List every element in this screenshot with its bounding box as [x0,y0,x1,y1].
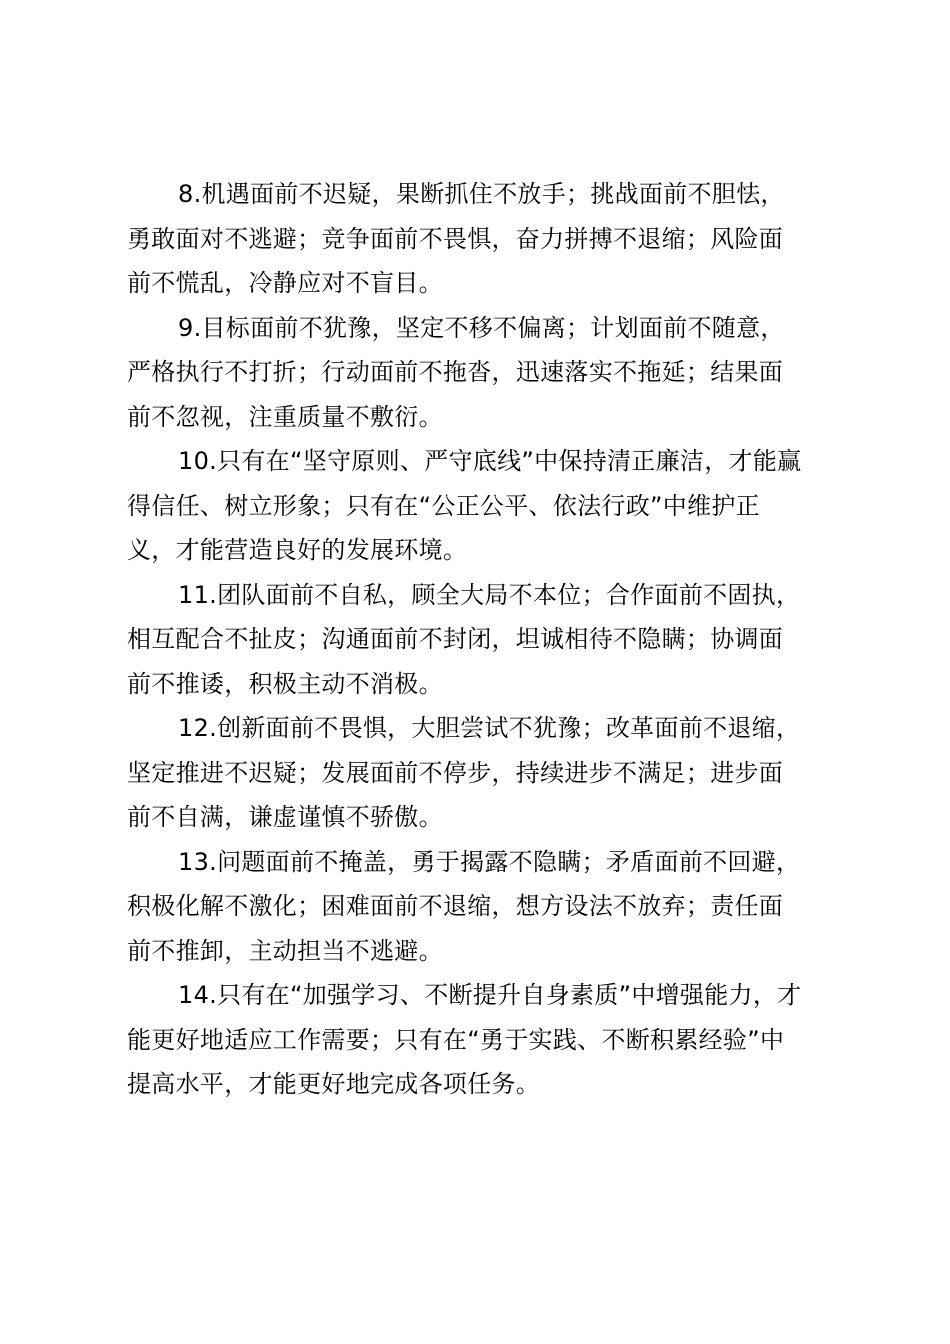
paragraph-line: 义，才能营造良好的发展环境。 [127,536,468,564]
paragraph-line: 14.只有在“加强学习、不断提升自身素质”中增强能力，才 [178,981,802,1009]
paragraph-13 [127,840,837,974]
paragraph-line: 8.机遇面前不迟疑，果断抓住不放手；挑战面前不胆怯， [178,180,785,208]
paragraph-line: 10.只有在“坚守原则、严守底线”中保持清正廉洁，才能赢 [178,447,802,475]
paragraph-8 [127,172,837,306]
paragraph-line: 11.团队面前不自私，顾全大局不本位；合作面前不固执， [178,580,801,609]
paragraph-line: 前不推卸，主动担当不逃避。 [127,936,443,965]
paragraph-line: 9.目标面前不犹豫，坚定不移不偏离；计划面前不随意， [178,313,785,342]
paragraph-line: 12.创新面前不畏惧，大胆尝试不犹豫；改革面前不退缩， [178,714,801,742]
paragraph-line: 前不慌乱，冷静应对不盲目。 [127,269,443,297]
paragraph-9 [127,306,837,440]
paragraph-line: 能更好地适应工作需要；只有在“勇于实践、不断积累经验”中 [127,1025,785,1054]
paragraph-10 [127,439,837,573]
paragraph-line: 前不自满，谦虚谨慎不骄傲。 [127,803,443,831]
paragraph-line: 得信任、树立形象；只有在“公正公平、依法行政”中维护正 [127,491,760,520]
paragraph-12 [127,706,837,840]
paragraph-line: 严格执行不打折；行动面前不拖沓，迅速落实不拖延；结果面 [127,358,784,386]
paragraph-line: 前不推诿，积极主动不消极。 [127,669,443,698]
paragraph-line: 提高水平，才能更好地完成各项任务。 [127,1070,541,1098]
paragraph-line: 相互配合不扯皮；沟通面前不封闭，坦诚相待不隐瞒；协调面 [127,625,784,653]
paragraph-line: 坚定推进不迟疑；发展面前不停步，持续进步不满足；进步面 [127,758,784,787]
paragraph-line: 13.问题面前不掩盖，勇于揭露不隐瞒；矛盾面前不回避， [178,847,801,876]
document-body [127,172,837,1107]
paragraph-11 [127,573,837,707]
paragraph-line: 勇敢面对不逃避；竞争面前不畏惧，奋力拼搏不退缩；风险面 [127,224,784,253]
paragraph-line: 积极化解不激化；困难面前不退缩，想方设法不放弃；责任面 [127,892,784,920]
paragraph-14 [127,973,837,1107]
paragraph-line: 前不忽视，注重质量不敷衍。 [127,402,443,431]
